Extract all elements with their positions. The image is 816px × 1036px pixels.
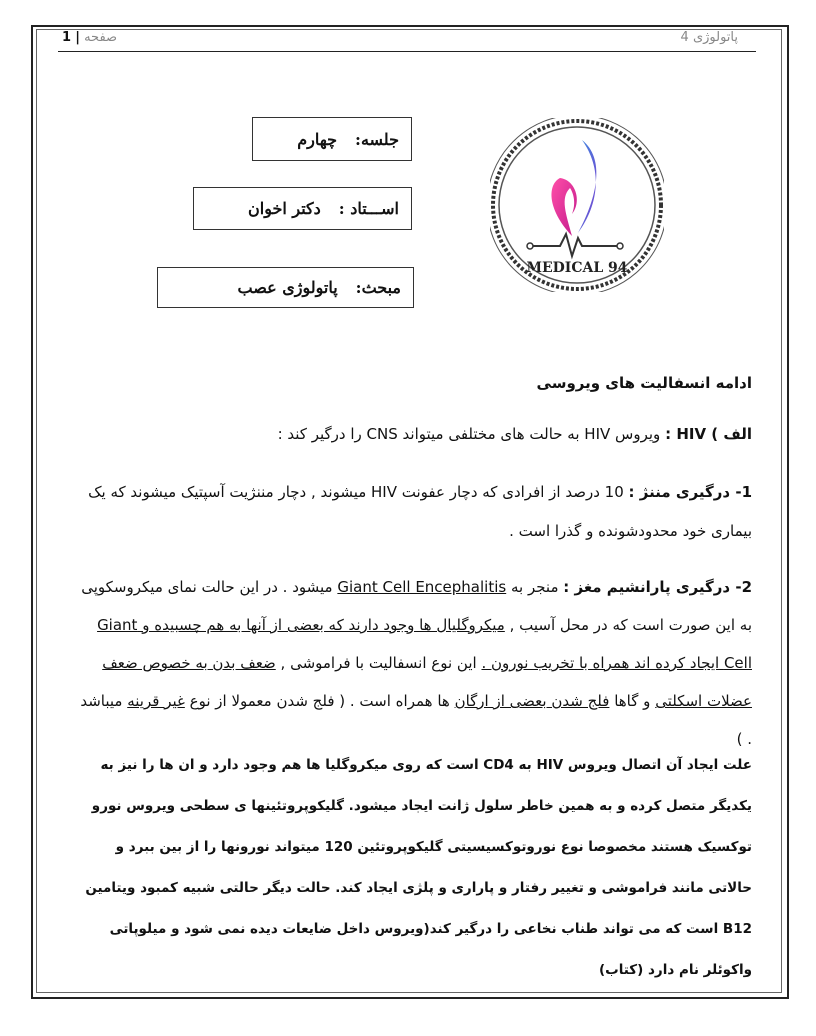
topic-box: مبحث: پاتولوژی عصب — [157, 267, 414, 308]
teacher-box: اســـتاد : دکتر اخوان — [193, 187, 412, 230]
handwritten-note: علت ایجاد آن اتصال ویروس HIV به CD4 است که روی میکروگلیا ها هم وجود دارد و ان ها را نیز به یکدیگر متصل کرده و به همین خاطر سلول ژانت ایجاد میشود. گلیکوپروتئینها ی سطحی ویروس نورو توکسیک هستند مخصوصا نوع نوروتوکسیسیتی گلیکوپروتئین 120 میتواند نورونها را از بین ببرد و حالاتی مانند فراموشی و تغییر رفتار و پاراری و پلژی ایجاد کند. حالت دیگر حالتی شبیه کمبود ویتامین B12 است که می تواند طناب نخاعی را درگیر کند(ویروس داخل ضایعات دیده نمی شود و میلوپاتی واکوئلر نام دارد (کتاب) — [85, 757, 752, 978]
item-2: 2- درگیری پارانشیم مغز : منجر به Giant Cell Encephalitis میشود . در این حالت نمای میکروسکوپی به این صورت است که در محل آسیب , میکروگلیال ها وجود دارند که بعضی از آنها به هم چسبیده و Giant Cell ایجاد کرده اند همراه با تخریب نورون . این نوع انسفالیت با فراموشی , ضعف بدن به خصوص ضعف عضلات اسکلتی و گاها فلج شدن بعضی از ارگان ها همراه است . ( فلج شدن معمولا از نوع غیر قرینه میباشد . ) — [80, 578, 752, 748]
item-1: 1- درگیری مننژ : 10 درصد از افرادی که دچار عفونت HIV میشوند , دچار مننژیت آسپتیک میشوند که یک بیماری خود محدودشونده و گذرا است . — [88, 483, 752, 540]
paragraph-a: الف ) HIV : ویروس HIV به حالت های مختلفی میتواند CNS را درگیر کند : — [277, 425, 752, 443]
header-divider — [58, 51, 756, 52]
medical-94-logo — [490, 118, 664, 292]
logo-text: MEDICAL 94 — [526, 260, 628, 276]
section-title: ادامه انسفالیت های ویروسی — [536, 374, 752, 392]
session-box: جلسه: چهارم — [252, 117, 412, 161]
course-title: پاتولوژی 4 — [680, 30, 738, 45]
page-number: 1 | صفحه — [62, 30, 118, 45]
